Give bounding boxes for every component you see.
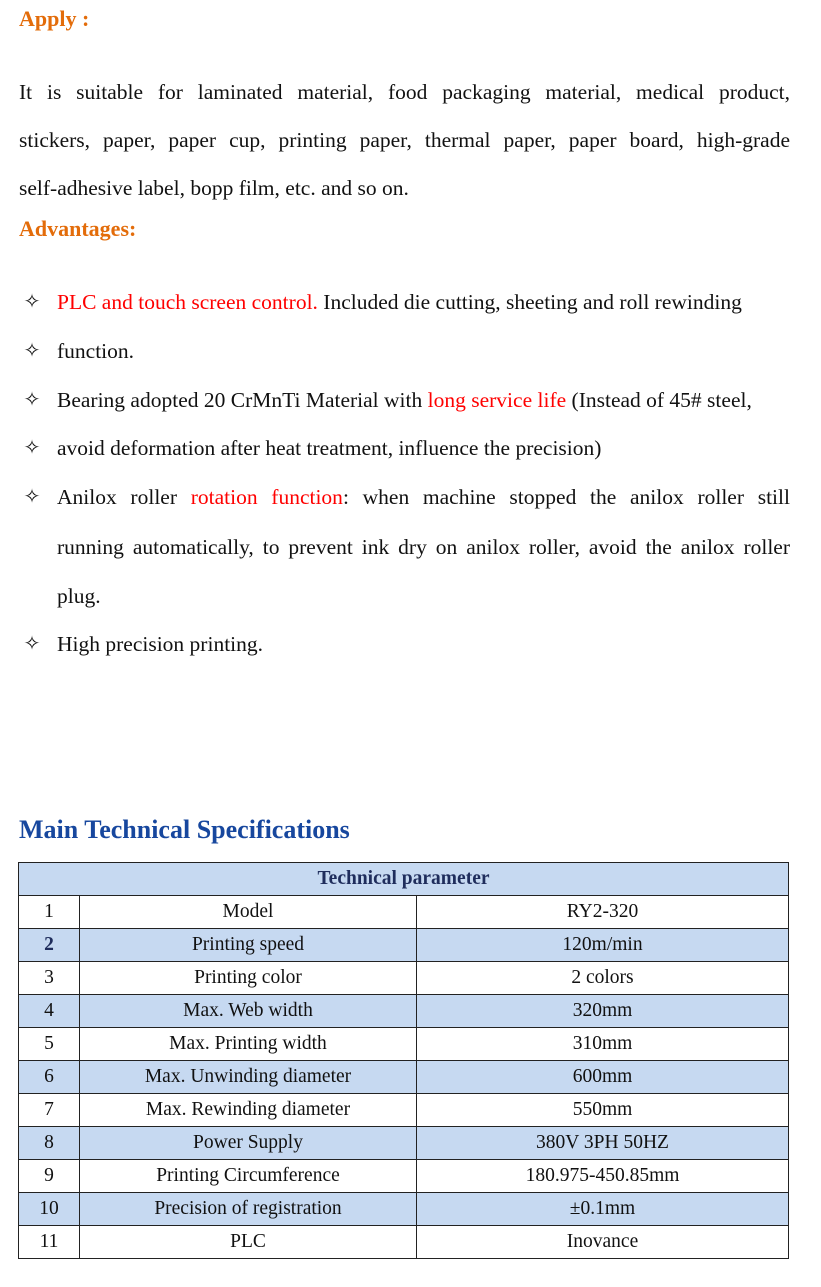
spec-number: 9 — [19, 1160, 80, 1193]
spec-row — [19, 1094, 789, 1127]
spec-value: 310mm — [417, 1028, 789, 1061]
spec-name: Printing color — [80, 962, 417, 995]
spec-value: ±0.1mm — [417, 1193, 789, 1226]
spec-number: 4 — [19, 995, 80, 1028]
spec-name: Model — [80, 896, 417, 929]
spec-value: 550mm — [417, 1094, 789, 1127]
spec-name: Precision of registration — [80, 1193, 417, 1226]
spec-number: 11 — [19, 1226, 80, 1259]
spec-row — [19, 1226, 789, 1259]
four-point-star-icon: ✧ — [23, 486, 41, 508]
item-text: : when machine stopped the anilox roller still — [342, 485, 790, 509]
four-point-star-icon: ✧ — [23, 291, 41, 313]
advantage-item — [19, 629, 790, 659]
apply-line: stickers, paper, paper cup, printing paper, thermal paper, paper board, high-grade — [19, 128, 790, 152]
item-text: Included die cutting, sheeting and roll rewinding — [317, 290, 742, 314]
four-point-star-icon: ✧ — [23, 389, 41, 411]
spec-value: 180.975-450.85mm — [417, 1160, 789, 1193]
spec-number: 3 — [19, 962, 80, 995]
spec-value: RY2-320 — [417, 896, 789, 929]
apply-heading: Apply : — [19, 6, 90, 31]
highlight-text: PLC and touch screen control. — [57, 290, 318, 314]
spec-table-header: Technical parameter — [19, 863, 789, 896]
advantage-item — [19, 336, 790, 366]
item-text: plug. — [57, 584, 101, 608]
advantage-item-continuation — [19, 532, 790, 562]
apply-paragraph — [19, 68, 790, 212]
spec-name: Max. Printing width — [80, 1028, 417, 1061]
spec-value: 380V 3PH 50HZ — [417, 1127, 789, 1160]
spec-name: Printing Circumference — [80, 1160, 417, 1193]
highlight-text: rotation function — [190, 485, 343, 509]
item-text: (Instead of 45# steel, — [566, 388, 752, 412]
item-text: running automatically, to prevent ink dry on anilox roller, avoid the anilox roller — [57, 535, 790, 559]
advantage-item — [19, 287, 790, 317]
four-point-star-icon: ✧ — [23, 437, 41, 459]
spec-table-header-row — [19, 863, 789, 896]
apply-line: It is suitable for laminated material, food packaging material, medical product, — [19, 80, 790, 104]
spec-value: 600mm — [417, 1061, 789, 1094]
spec-name: Power Supply — [80, 1127, 417, 1160]
four-point-star-icon: ✧ — [23, 633, 41, 655]
spec-number: 2 — [19, 929, 80, 962]
item-text: Bearing adopted 20 CrMnTi Material with — [57, 388, 428, 412]
spec-value: 2 colors — [417, 962, 789, 995]
item-text: function. — [57, 339, 135, 363]
spec-row — [19, 1061, 789, 1094]
spec-number: 5 — [19, 1028, 80, 1061]
advantage-item — [19, 482, 790, 512]
spec-number: 7 — [19, 1094, 80, 1127]
spec-number: 8 — [19, 1127, 80, 1160]
apply-line: self-adhesive label, bopp film, etc. and so on. — [19, 176, 409, 200]
spec-number: 10 — [19, 1193, 80, 1226]
spec-row — [19, 995, 789, 1028]
spec-row — [19, 1193, 789, 1226]
spec-value: 120m/min — [417, 929, 789, 962]
spec-value: 320mm — [417, 995, 789, 1028]
four-point-star-icon: ✧ — [23, 340, 41, 362]
spec-table — [18, 862, 789, 1259]
item-text: avoid deformation after heat treatment, influence the precision) — [57, 436, 602, 460]
item-text: High precision printing. — [57, 632, 264, 656]
spec-number: 6 — [19, 1061, 80, 1094]
spec-number: 1 — [19, 896, 80, 929]
item-text: Anilox roller — [57, 485, 191, 509]
spec-row — [19, 962, 789, 995]
spec-name: Max. Rewinding diameter — [80, 1094, 417, 1127]
spec-row — [19, 929, 789, 962]
spec-row — [19, 1028, 789, 1061]
spec-name: Max. Web width — [80, 995, 417, 1028]
advantages-heading: Advantages: — [19, 216, 137, 241]
spec-row — [19, 1127, 789, 1160]
spec-row — [19, 1160, 789, 1193]
spec-name: Max. Unwinding diameter — [80, 1061, 417, 1094]
advantage-item — [19, 385, 790, 415]
advantage-item — [19, 433, 790, 463]
specs-title: Main Technical Specifications — [19, 815, 350, 844]
spec-row — [19, 896, 789, 929]
spec-name: PLC — [80, 1226, 417, 1259]
advantage-item-continuation — [19, 581, 790, 611]
spec-name: Printing speed — [80, 929, 417, 962]
spec-value: Inovance — [417, 1226, 789, 1259]
highlight-text: long service life — [427, 388, 567, 412]
